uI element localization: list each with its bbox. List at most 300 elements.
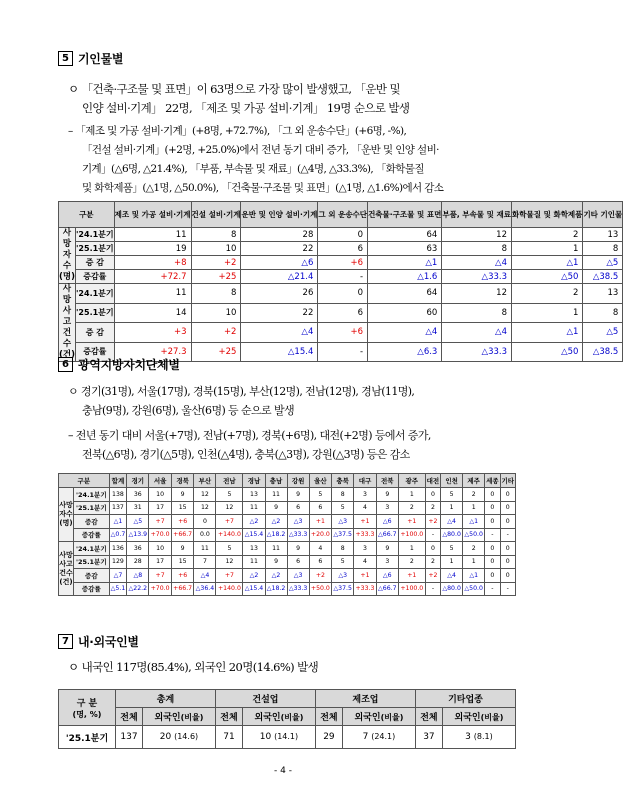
table-row (59, 488, 516, 502)
table-cell: +1 (398, 569, 425, 583)
table-cell: 3 (354, 542, 377, 556)
table-cell: +33.3 (354, 582, 377, 596)
table-cell-total: 37 (415, 726, 442, 749)
table-cell: +7 (216, 569, 243, 583)
table-cell: △6.3 (368, 342, 442, 362)
section-title: 광역지방자치단체별 (78, 358, 180, 372)
foreign-count: 7 (362, 732, 369, 742)
table-cell: +1 (309, 515, 332, 529)
header-cell: 기타 기인물 (583, 202, 623, 228)
table-row (59, 555, 516, 569)
table-cell: 0 (485, 488, 500, 502)
table-cell: 4 (309, 542, 332, 556)
table-cell: 10 (149, 488, 172, 502)
table-row (59, 228, 623, 242)
table-cell: 12 (442, 228, 512, 242)
table-cell: +1 (398, 515, 425, 529)
table-cell: △3 (287, 515, 309, 529)
table-cell: +20.0 (309, 528, 332, 542)
header-cell: 기타업종 (415, 690, 515, 708)
section-6-heading (58, 356, 180, 373)
region-table (58, 473, 516, 596)
table-cell: 6 (309, 555, 332, 569)
table-cell: △1 (512, 323, 583, 343)
table-cell: △4 (368, 323, 442, 343)
table-cell: - (485, 582, 500, 596)
table-cell: 3 (354, 488, 377, 502)
table-cell: +2 (191, 256, 241, 270)
table-cell: 4 (354, 555, 377, 569)
header-cell: 충북 (332, 474, 354, 488)
header-cell: 울산 (309, 474, 332, 488)
table-cell: 31 (127, 501, 149, 515)
table-cell: 9 (376, 488, 398, 502)
row-label: 증감률 (74, 582, 110, 596)
table-cell: △15.4 (241, 342, 318, 362)
table-cell: 28 (127, 555, 149, 569)
table-cell: +2 (309, 569, 332, 583)
text-line: ㅇ 「건축·구조물 및 표면」이 63명으로 가장 많이 발생했고, 「운반 및 (68, 82, 400, 96)
table-cell: 22 (241, 303, 318, 323)
table-cell: 8 (332, 542, 354, 556)
row-label: '25.1분기 (59, 726, 116, 749)
table-cell: 11 (114, 284, 191, 304)
header-cell-category: 구분 (59, 202, 115, 228)
table-cell: +72.7 (114, 270, 191, 284)
s6-paragraph-2 (68, 426, 431, 464)
header-cell: 서울 (149, 474, 172, 488)
table-cell: +70.0 (149, 582, 172, 596)
table-cell: 63 (368, 242, 442, 256)
table-cell: 137 (109, 501, 127, 515)
header-cell-foreign (242, 708, 315, 726)
table-cell: 10 (191, 242, 241, 256)
row-label: '24.1분기 (75, 228, 114, 242)
table-row (59, 726, 516, 749)
table-cell: 1 (512, 242, 583, 256)
header-cell: 제조업 (315, 690, 415, 708)
table-cell: △8 (127, 569, 149, 583)
s7-paragraph-1 (68, 658, 318, 677)
table-cell: +70.0 (149, 528, 172, 542)
table-cell: 0 (485, 555, 500, 569)
table-cell: 9 (171, 542, 194, 556)
table-row (59, 270, 623, 284)
table-cell: 0 (485, 542, 500, 556)
table-cell: △3 (287, 569, 309, 583)
table-cell: 0.0 (194, 528, 216, 542)
text-line: 「건설 설비·기계」(+2명, +25.0%)에서 전년 동기 대비 증가, 「운반 및 인양 설비· (82, 144, 439, 156)
s5-paragraph-2 (68, 122, 443, 198)
table-cell: △4 (442, 323, 512, 343)
table-cell: 2 (463, 542, 485, 556)
table-cell: 11 (114, 228, 191, 242)
table-cell: △1.6 (368, 270, 442, 284)
table-cell: △80.0 (441, 582, 463, 596)
table-cell: 2 (425, 501, 440, 515)
table-cell: 12 (216, 501, 243, 515)
table-cell: △37.5 (332, 528, 354, 542)
table-cell: △1 (368, 256, 442, 270)
table-cell: - (425, 528, 440, 542)
table-cell: 4 (354, 501, 377, 515)
table-cell: 0 (485, 501, 500, 515)
table-cell: 6 (287, 555, 309, 569)
table-cell: 2 (512, 284, 583, 304)
header-cell: 광주 (398, 474, 425, 488)
table-cell: - (500, 582, 515, 596)
table-cell: △1 (463, 515, 485, 529)
header-cell: 부품, 부속물 및 재료 (442, 202, 512, 228)
table-cell: +6 (318, 256, 368, 270)
table-cell: 0 (485, 569, 500, 583)
table-cell: △4 (442, 256, 512, 270)
row-group-label: 사망 사고 건수 (건) (59, 542, 74, 596)
table-row (59, 542, 516, 556)
table-cell: △33.3 (442, 342, 512, 362)
table-row (59, 256, 623, 270)
table-cell: 22 (241, 242, 318, 256)
table-cell: 5 (441, 542, 463, 556)
table-cell: 8 (191, 228, 241, 242)
table-cell: - (425, 582, 440, 596)
table-cell: 1 (463, 501, 485, 515)
header-cell: 제주 (463, 474, 485, 488)
text-line: ㅇ 내국인 117명(85.4%), 외국인 20명(14.6%) 발생 (68, 660, 319, 674)
row-label: 증감 (74, 569, 110, 583)
table-cell: △18.2 (265, 582, 287, 596)
table-cell: +66.7 (171, 528, 194, 542)
table-cell: 36 (127, 542, 149, 556)
table-cell: 11 (265, 488, 287, 502)
table-cell: 7 (194, 555, 216, 569)
table-cell: △50 (512, 270, 583, 284)
table-cell: +2 (425, 515, 440, 529)
table-cell: 9 (376, 542, 398, 556)
row-label: 증감률 (75, 270, 114, 284)
section-title: 내·외국인별 (78, 635, 139, 649)
header-cell-total: 전체 (116, 708, 143, 726)
table-cell: +8 (114, 256, 191, 270)
table-cell: 5 (441, 488, 463, 502)
header-cell: 건설업 (215, 690, 315, 708)
table-cell: +50.0 (309, 582, 332, 596)
header-cell: 그 외 운송수단 (318, 202, 368, 228)
text-line: – 전년 동기 대비 서울(+7명), 전남(+7명), 경북(+6명), 대전(+2명) 등에서 증가, (68, 429, 431, 442)
header-ratio-label: (비율) (380, 713, 404, 722)
table-cell: +1 (354, 569, 377, 583)
table-cell: △0.7 (109, 528, 127, 542)
table-cell: +25 (191, 270, 241, 284)
table-cell: △2 (243, 515, 265, 529)
table-cell: 1 (463, 555, 485, 569)
table-cell: △1 (463, 569, 485, 583)
header-cell: 대구 (354, 474, 377, 488)
text-line: 충남(9명), 강원(6명), 울산(6명) 등 순으로 발생 (82, 404, 295, 417)
table-cell: △66.7 (376, 528, 398, 542)
table-cell-foreign (242, 726, 315, 749)
table-cell: +140.0 (216, 528, 243, 542)
foreign-ratio: (24.1) (371, 732, 396, 741)
header-cell: 경북 (171, 474, 194, 488)
foreign-count: 10 (259, 732, 272, 742)
table-row (59, 501, 516, 515)
table-cell: 17 (149, 555, 172, 569)
table-cell: +6 (171, 515, 194, 529)
table-header-row (59, 474, 516, 488)
table-cell: △18.2 (265, 528, 287, 542)
header-cell: 부산 (194, 474, 216, 488)
header-cell-total: 전체 (215, 708, 242, 726)
table-cell: 2 (398, 555, 425, 569)
section-number: 6 (58, 357, 73, 372)
table-cell: 1 (398, 488, 425, 502)
row-group-label: 사망 자수 (명) (59, 488, 74, 542)
table-cell: △3 (332, 515, 354, 529)
text-line: ㅇ 경기(31명), 서울(17명), 경북(15명), 부산(12명), 전남(12명), 경남(11명), (68, 385, 415, 398)
table-row (59, 284, 623, 304)
header-foreign-label: 외국인 (354, 713, 381, 723)
table-cell: 5 (332, 501, 354, 515)
header-cell: 건축물·구조물 및 표면 (368, 202, 442, 228)
row-label: '24.1분기 (75, 284, 114, 304)
header-cell: 건설 설비·기계 (191, 202, 241, 228)
table-cell: 64 (368, 284, 442, 304)
table-row (59, 569, 516, 583)
header-cell: 총계 (116, 690, 216, 708)
table-cell: 11 (243, 501, 265, 515)
table-cell: 12 (216, 555, 243, 569)
row-label: 증감 (74, 515, 110, 529)
table-cell: △4 (194, 569, 216, 583)
table-cell: 13 (243, 488, 265, 502)
table-cell: 5 (309, 488, 332, 502)
table-cell: 12 (194, 488, 216, 502)
row-label: 증 감 (75, 323, 114, 343)
header-cell-foreign (142, 708, 215, 726)
table-cell: △21.4 (241, 270, 318, 284)
table-cell: △50.0 (463, 582, 485, 596)
table-cell: △36.4 (194, 582, 216, 596)
table-cell: 9 (265, 501, 287, 515)
table-cell: 13 (583, 228, 623, 242)
header-cell: 전북 (376, 474, 398, 488)
row-label: '25.1분기 (75, 303, 114, 323)
table-cell: 11 (265, 542, 287, 556)
table-cell: 5 (332, 555, 354, 569)
header-cell: 화학물질 및 화학제품 (512, 202, 583, 228)
table-cell: △6 (376, 569, 398, 583)
table-cell: +6 (318, 323, 368, 343)
section-title: 기인물별 (78, 52, 124, 66)
section-number: 5 (58, 51, 73, 66)
table-cell: △50 (512, 342, 583, 362)
table-cell: △5 (583, 323, 623, 343)
row-group-label: 사망사고 건수 (건) (59, 284, 75, 360)
table-cell: △4 (441, 569, 463, 583)
nationality-table (58, 689, 516, 749)
header-cell-total: 전체 (315, 708, 342, 726)
table-cell: 8 (583, 242, 623, 256)
header-cell: 제조 및 가공 설비·기계 (114, 202, 191, 228)
table-cell-total: 29 (315, 726, 342, 749)
table-cell: 64 (368, 228, 442, 242)
table-cell: 8 (191, 284, 241, 304)
row-label: 증감률 (75, 342, 114, 362)
table-cell: △33.3 (442, 270, 512, 284)
foreign-ratio: (14.1) (274, 732, 299, 741)
table-cell: △15.4 (243, 582, 265, 596)
table-cell: 26 (241, 284, 318, 304)
section-7-heading (58, 633, 139, 650)
header-cell: 경기 (127, 474, 149, 488)
table-cell: 0 (500, 501, 515, 515)
table-cell: +7 (149, 515, 172, 529)
header-cell: 기타 (500, 474, 515, 488)
section-number: 7 (58, 634, 73, 649)
table-cell: 138 (109, 488, 127, 502)
foreign-ratio: (14.6) (174, 732, 199, 741)
table-cell: △2 (265, 515, 287, 529)
header-cell: 전남 (216, 474, 243, 488)
table-cell: 28 (241, 228, 318, 242)
header-cell: 운반 및 인양 설비·기계 (241, 202, 318, 228)
header-foreign-label: 외국인 (454, 713, 481, 723)
table-cell: △33.3 (287, 582, 309, 596)
table-cell: 0 (425, 488, 440, 502)
table-cell-total: 71 (215, 726, 242, 749)
header-cell: 합계 (109, 474, 127, 488)
table-cell: 0 (500, 488, 515, 502)
table-cell: △2 (243, 569, 265, 583)
table-cell: 0 (500, 569, 515, 583)
table-cell: △1 (109, 515, 127, 529)
text-line: – 「제조 및 가공 설비·기계」(+8명, +72.7%), 「그 외 운송수단」(+6명, -%), (68, 125, 407, 137)
header-cell: 경남 (243, 474, 265, 488)
table-cell: 0 (500, 555, 515, 569)
table-cell: 13 (243, 542, 265, 556)
table-cell: +66.7 (171, 582, 194, 596)
table-cell: 0 (425, 542, 440, 556)
table-cell: 1 (398, 542, 425, 556)
table-cell: △4 (241, 323, 318, 343)
table-cell-total: 137 (116, 726, 143, 749)
table-cell: +2 (425, 569, 440, 583)
table-cell: 9 (171, 488, 194, 502)
table-cell: +7 (149, 569, 172, 583)
table-cell: 17 (149, 501, 172, 515)
row-label: '25.1분기 (74, 555, 110, 569)
table-cell: - (318, 342, 368, 362)
table-cell: 129 (109, 555, 127, 569)
header-ratio-label: (비율) (180, 713, 204, 722)
header-label: 구 분 (76, 698, 98, 709)
table-cell: 1 (512, 303, 583, 323)
table-cell: △38.5 (583, 342, 623, 362)
header-cell: 강원 (287, 474, 309, 488)
table-cell: 11 (194, 542, 216, 556)
row-label: '25.1분기 (75, 242, 114, 256)
table-cell: △66.7 (376, 582, 398, 596)
header-ratio-label: (비율) (280, 713, 304, 722)
table-cell: △13.9 (127, 528, 149, 542)
row-label: '25.1분기 (74, 501, 110, 515)
table-cell: +140.0 (216, 582, 243, 596)
table-header-row (59, 690, 516, 708)
table-cell: 6 (318, 303, 368, 323)
table-cell: △1 (512, 256, 583, 270)
table-cell-foreign (342, 726, 415, 749)
table-row (59, 515, 516, 529)
table-cell: 10 (191, 303, 241, 323)
table-cell: 3 (376, 501, 398, 515)
table-cell: +33.3 (354, 528, 377, 542)
table-cell: 12 (442, 284, 512, 304)
table-cell: +7 (216, 515, 243, 529)
row-label: 증감률 (74, 528, 110, 542)
text-line: 전북(△6명), 경기(△5명), 인천(△4명), 충북(△3명), 강원(△3명) 등은 감소 (82, 448, 410, 461)
table-cell: 1 (441, 555, 463, 569)
row-label: '24.1분기 (74, 488, 110, 502)
table-cell: 13 (583, 284, 623, 304)
table-row (59, 323, 623, 343)
table-cell: △50.0 (463, 528, 485, 542)
row-label: 증 감 (75, 256, 114, 270)
table-cell: △6 (376, 515, 398, 529)
table-cell: 10 (149, 542, 172, 556)
table-row (59, 582, 516, 596)
table-cell: △22.2 (127, 582, 149, 596)
table-cell: 136 (109, 542, 127, 556)
table-cell-foreign (142, 726, 215, 749)
table-cell: +100.0 (398, 528, 425, 542)
header-cell-total: 전체 (415, 708, 442, 726)
text-line: 기계」(△6명, △21.4%), 「부품, 부속물 및 재료」(△4명, △33.3%), 「화학물질 (82, 163, 424, 175)
header-foreign-label: 외국인 (254, 713, 281, 723)
table-cell: 0 (500, 515, 515, 529)
table-cell: 5 (216, 542, 243, 556)
page-number: - 4 - (274, 766, 292, 776)
table-row (59, 242, 623, 256)
table-cell: 0 (318, 228, 368, 242)
header-cell: 세종 (485, 474, 500, 488)
table-cell: 2 (463, 488, 485, 502)
table-cell: 8 (442, 242, 512, 256)
text-line: 인양 설비·기계」 22명, 「제조 및 가공 설비·기계」 19명 순으로 발생 (82, 101, 410, 115)
table-cell: 9 (287, 488, 309, 502)
s6-paragraph-1 (68, 382, 414, 420)
header-ratio-label: (비율) (480, 713, 504, 722)
table-cell: - (485, 528, 500, 542)
table-cell: 9 (265, 555, 287, 569)
table-cell: +27.3 (114, 342, 191, 362)
table-cell: 12 (194, 501, 216, 515)
header-foreign-label: 외국인 (154, 713, 181, 723)
table-cell: +3 (114, 323, 191, 343)
table-cell: +1 (354, 515, 377, 529)
header-cell-foreign (442, 708, 515, 726)
table-row (59, 303, 623, 323)
foreign-ratio: (8.1) (473, 732, 493, 741)
table-cell: 1 (441, 501, 463, 515)
table-cell: 0 (500, 542, 515, 556)
header-cell-foreign (342, 708, 415, 726)
table-cell: 19 (114, 242, 191, 256)
text-line: 및 화학제품」(△1명, △50.0%), 「건축물·구조물 및 표면」(△1명, △1.6%)에서 감소 (82, 182, 444, 194)
table-cell: 5 (216, 488, 243, 502)
table-cell-foreign (442, 726, 515, 749)
header-cell: 대전 (425, 474, 440, 488)
